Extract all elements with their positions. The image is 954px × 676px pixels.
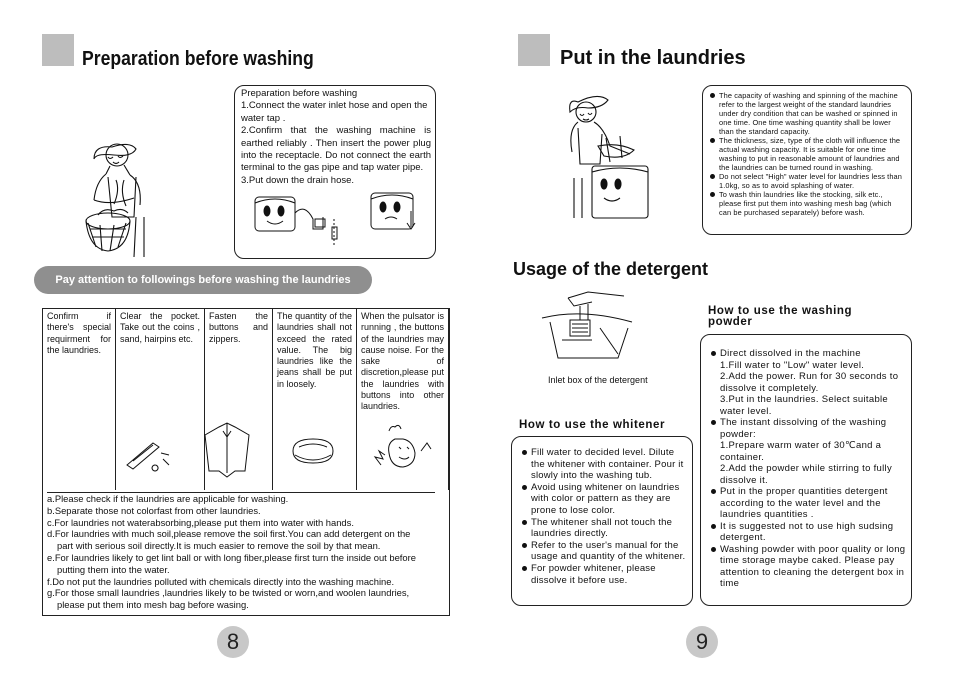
capacity-bullet-1: The capacity of washing and spinning of the machine refer to the largest weight of the standard laundries under dry condition that can be washed or spinned in one time. One time washing quantity shall be lower than the standard capacity. xyxy=(710,91,905,136)
attention-pill-banner: Pay attention to followings before washing the laundries xyxy=(34,266,372,294)
capacity-bullet-3: Do not select "High" water level for laundries less than 1.0kg, so as to avoid splashing of water. xyxy=(710,172,905,190)
laundry-check-table xyxy=(42,308,450,616)
note-g-cont: please put them into mesh bag before wasing. xyxy=(57,599,249,611)
powder-bullet-5: Washing powder with poor quality or long time storage maybe caked. Please pay attention to cleaning the detergent box in time xyxy=(711,544,907,590)
note-g: g.For those small laundries ,laundries likely to be twisted or worn,and woolen laundries, xyxy=(47,587,410,599)
whitener-bullet-5: For powder whitener, please dissolve it before use. xyxy=(522,563,688,586)
note-e: e.For laundries likely to get lint ball or with long fiber,please first turn the inside out before xyxy=(47,551,416,563)
capacity-bullet-4: To wash thin laundries like the stocking, silk etc., please first put them into washing mesh bag (which can be purchased separately) before wash. xyxy=(710,190,905,217)
whitener-bullet-4: Refer to the user's manual for the usage and quantity of the whitener. xyxy=(522,540,688,563)
capacity-info-box xyxy=(702,85,912,235)
table-cell-fasten: Fasten the buttons and zippers. xyxy=(205,309,273,490)
notes-list xyxy=(47,493,416,611)
whitener-bullet-1: Fill water to decided level. Dilute the whitener with container. Pour it slowly into the washing tub. xyxy=(522,447,688,482)
table-cell-confirm: Confirm if there's special requirment for the laundries. xyxy=(43,309,116,490)
powder-bullet-1: Direct dissolved in the machine 1.Fill water to "Low" water level. 2.Add the power. Run for 30 seconds to dissolve it completely. 3.Put in the laundries. Select suitable water level. xyxy=(711,348,907,417)
page-title-left: Preparation before washing xyxy=(82,48,314,70)
page-number-left: 8 xyxy=(217,626,249,658)
washing-powder-title-line1: How to use the washing xyxy=(708,305,853,317)
preparation-box xyxy=(234,85,436,259)
powder-bullet-4: It is suggested not to use high sudsing detergent. xyxy=(711,521,907,544)
note-e-cont: putting them into the water. xyxy=(57,563,170,575)
note-d: d.For laundries with much soil,please remove the soil first.You can add detergent on the xyxy=(47,528,411,540)
detergent-section-title: Usage of the detergent xyxy=(513,259,709,279)
whitener-box xyxy=(511,436,693,606)
washing-machine-hose-illustration xyxy=(251,181,416,247)
note-a: a.Please check if the laundries are applicable for washing. xyxy=(47,493,289,504)
table-cell-quantity: The quantity of the laundries shall not exceed the rated value. The big laundries like the jeans shall be put in loosely. xyxy=(273,309,357,490)
whitener-title: How to use the whitener xyxy=(519,419,666,431)
powder-bullet-3: Put in the proper quantities detergent according to the water level and the laundries quantities . xyxy=(711,486,907,521)
table-cell-pocket: Clear the pocket. Take out the coins , sand, hairpins etc. xyxy=(116,309,205,490)
note-d-cont: part with serious soil directly.It is much easier to remove the soil by that mean. xyxy=(57,540,381,552)
inlet-box-caption: Inlet box of the detergent xyxy=(548,375,648,385)
page-title-right: Put in the laundries xyxy=(560,47,746,69)
woman-basket-illustration xyxy=(80,125,155,260)
prep-step-1: 1.Connect the water inlet hose and open the water tap . xyxy=(241,100,428,124)
detergent-inlet-box-illustration xyxy=(540,290,635,362)
whitener-bullet-3: The whitener shall not touch the laundries directly. xyxy=(522,517,688,540)
note-b: b.Separate those not colorfast from other laundries. xyxy=(47,504,261,516)
capacity-bullet-2: The thickness, size, type of the cloth will influence the actual washing capacity. It is suitable for one time washing to put in reasonable amount of laundries and the laundries can be turned round in washing. xyxy=(710,136,905,172)
clothing-icons-row xyxy=(43,421,449,481)
washing-powder-box xyxy=(700,334,912,606)
page-number-right: 9 xyxy=(686,626,718,658)
prep-box-heading: Preparation before washing xyxy=(241,88,358,99)
section-marker-square xyxy=(42,34,74,66)
woman-loading-machine-illustration xyxy=(560,88,655,223)
table-cell-pulsator: When the pulsator is running , the buttons of the laundries may cause noise. For the sake of discretion,please put the laundries with buttons into other laundries. xyxy=(357,309,449,490)
powder-bullet-2: The instant dissolving of the washing powder: 1.Prepare warm water of 30℃and a container. 2.Add the powder while stirring to fully dissolve it. xyxy=(711,417,907,486)
whitener-bullet-2: Avoid using whitener on laundries with color or pattern as they are prone to lose color. xyxy=(522,482,688,517)
note-c: c.For laundries not waterabsorbing,please put them into water with hands. xyxy=(47,516,354,528)
washing-powder-title-line2: powder xyxy=(708,316,753,328)
section-marker-square xyxy=(518,34,550,66)
prep-step-3: 3.Put down the drain hose. xyxy=(241,174,355,186)
prep-step-2: 2.Confirm that the washing machine is earthed reliably . Then insert the power plug into the receptacle. Do not connect the earth terminal to the gas pipe and tap water pipe. xyxy=(241,125,431,174)
note-f: f.Do not put the laundries polluted with chemicals directly into the washing machine. xyxy=(47,575,395,587)
